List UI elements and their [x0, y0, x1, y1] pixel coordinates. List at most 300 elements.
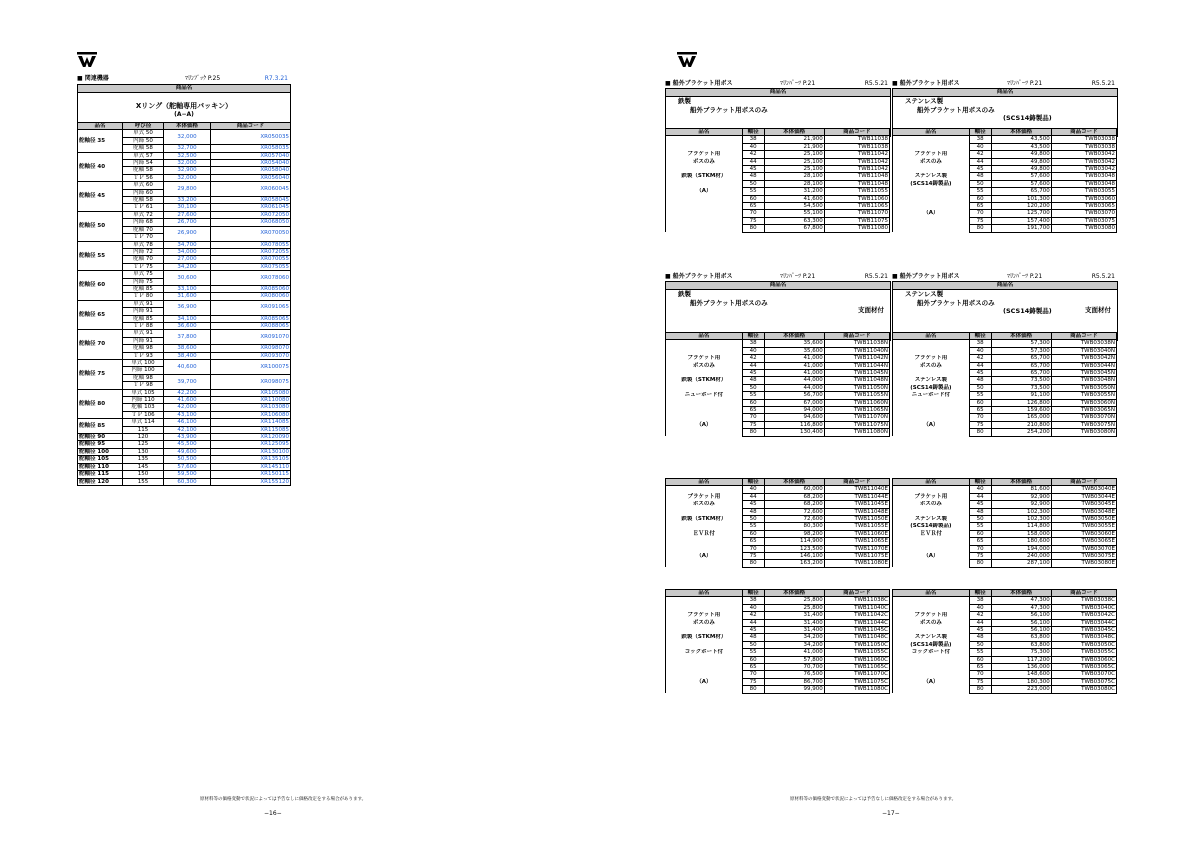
shaft-size: 42	[969, 612, 991, 619]
price-cell: 101,300	[991, 195, 1051, 202]
nominal-size: ＴＰ 70	[123, 234, 164, 241]
product-code-cell: XR078060	[211, 271, 291, 286]
nominal-size: 150	[123, 471, 164, 478]
column-header: 品名	[893, 479, 970, 486]
nominal-size: 舵軸 70	[123, 256, 164, 263]
price-cell: 34,200	[764, 634, 824, 641]
shaft-size: 55	[969, 188, 991, 195]
table-row	[893, 649, 1117, 656]
nominal-size: 145	[123, 463, 164, 470]
shaft-size: 65	[742, 407, 764, 414]
shaft-size: 65	[969, 407, 991, 414]
table-row	[78, 441, 291, 448]
shaft-size: 48	[969, 508, 991, 515]
shaft-diameter-label: 舵軸径 75	[78, 360, 123, 390]
section-title: ■ 船外ブラケット用ボス	[892, 273, 960, 280]
column-header: 本体価格	[991, 333, 1051, 340]
table-row	[78, 448, 291, 455]
price-cell: 30,100	[164, 204, 211, 211]
table-row	[893, 377, 1117, 384]
table-row	[666, 634, 890, 641]
catalog-reference: ﾏﾘﾝﾊﾟｰﾂ P.21	[780, 273, 816, 280]
shaft-size: 38	[969, 597, 991, 604]
price-cell: 43,500	[991, 143, 1051, 150]
price-cell: 91,100	[991, 392, 1051, 399]
nominal-size: 単式 114	[123, 419, 164, 426]
nominal-size: 120	[123, 434, 164, 441]
description-cell	[893, 347, 970, 354]
shaft-size: 40	[742, 347, 764, 354]
table-row	[666, 151, 890, 158]
price-cell: 57,600	[991, 180, 1051, 187]
price-cell: 41,000	[764, 355, 824, 362]
table-row	[893, 560, 1117, 567]
price-cell: 287,100	[991, 560, 1051, 567]
description-cell	[893, 166, 970, 173]
shaft-size: 50	[969, 641, 991, 648]
nominal-size: 舵軸 98	[123, 345, 164, 352]
shaft-diameter-label: 舵軸径 115	[78, 471, 123, 478]
product-code-cell: XR093070	[211, 352, 291, 359]
description-cell	[666, 604, 743, 611]
shaft-size: 38	[742, 136, 764, 143]
price-cell: 40,600	[164, 360, 211, 375]
product-name: Xリング（舵軸専用パッキン）	[135, 102, 233, 110]
price-cell: 38,600	[164, 345, 211, 352]
table-row	[666, 612, 890, 619]
product-code-cell: TWB11075N	[824, 421, 889, 428]
shaft-size: 75	[969, 678, 991, 685]
nominal-size: 舵軸 103	[123, 404, 164, 411]
nominal-size: 舵軸 85	[123, 315, 164, 322]
table-row	[893, 340, 1117, 347]
price-cell: 41,000	[764, 362, 824, 369]
price-table	[892, 478, 1117, 568]
left-price-table	[77, 122, 291, 486]
table-header-row	[893, 333, 1117, 340]
shaft-size: 80	[969, 686, 991, 693]
product-code-cell: TWB11070N	[824, 414, 889, 421]
section-header	[892, 80, 1117, 88]
shaft-size: 80	[742, 429, 764, 436]
shaft-diameter-label: 舵軸径 50	[78, 211, 123, 241]
price-table	[892, 589, 1117, 694]
column-header: 商品コード	[211, 123, 291, 130]
product-code-cell: TWB03070C	[1051, 671, 1116, 678]
price-cell: 49,800	[991, 166, 1051, 173]
shaft-size: 65	[969, 203, 991, 210]
shaft-size: 55	[742, 523, 764, 530]
table-row	[666, 355, 890, 362]
shaft-diameter-label: 舵軸径 85	[78, 419, 123, 434]
description-cell	[666, 347, 743, 354]
product-code-cell: TWB03070E	[1051, 545, 1116, 552]
price-cell: 57,600	[164, 463, 211, 470]
price-cell: 254,200	[991, 429, 1051, 436]
price-cell: 123,500	[764, 545, 824, 552]
table-row	[666, 664, 890, 671]
table-row	[893, 612, 1117, 619]
price-cell: 43,100	[164, 411, 211, 418]
product-code-cell: XR155120	[211, 478, 291, 485]
description-cell	[893, 136, 970, 143]
table-row	[893, 166, 1117, 173]
table-row	[893, 143, 1117, 150]
table-row	[78, 152, 291, 159]
column-header: 本体価格	[991, 590, 1051, 597]
product-code-cell: XR057040	[211, 152, 291, 159]
table-row	[78, 211, 291, 218]
table-row	[666, 678, 890, 685]
table-row	[666, 545, 890, 552]
shaft-diameter-label: 舵軸径 120	[78, 478, 123, 485]
nominal-size: ＴＰ 93	[123, 352, 164, 359]
shaft-size: 65	[742, 203, 764, 210]
column-header: 商品コード	[1051, 333, 1116, 340]
table-row	[893, 362, 1117, 369]
price-cell: 92,900	[991, 501, 1051, 508]
product-code-cell: TWB11038	[824, 143, 889, 150]
shaft-size: 38	[742, 597, 764, 604]
price-cell: 26,700	[164, 219, 211, 226]
product-code-cell: XR098070	[211, 345, 291, 352]
description-cell	[893, 407, 970, 414]
description-cell	[666, 407, 743, 414]
price-cell: 157,400	[991, 217, 1051, 224]
product-code-cell: TWB11048E	[824, 508, 889, 515]
product-name-line: ステンレス製	[905, 97, 944, 105]
description-cell	[893, 225, 970, 232]
table-row	[893, 195, 1117, 202]
description-cell: （A）	[666, 678, 743, 685]
description-cell: ブラケット用	[666, 493, 743, 500]
description-cell	[893, 686, 970, 693]
product-code-cell: TWB11050N	[824, 384, 889, 391]
shaft-size: 55	[742, 649, 764, 656]
nominal-size: 舵軸 70	[123, 226, 164, 233]
shaft-size: 80	[969, 429, 991, 436]
product-code-cell: TWB03050C	[1051, 641, 1116, 648]
nominal-size: 単式 50	[123, 130, 164, 137]
shaft-size: 42	[742, 612, 764, 619]
price-cell: 65,700	[991, 370, 1051, 377]
catalog-reference: ﾏﾘﾝﾊﾟｰﾂ P.21	[780, 80, 816, 87]
nominal-size: ＴＰ 61	[123, 204, 164, 211]
section-title: ■ 船外ブラケット用ボス	[665, 273, 733, 280]
table-row	[893, 686, 1117, 693]
price-cell: 158,000	[991, 530, 1051, 537]
table-row	[893, 516, 1117, 523]
table-row	[893, 421, 1117, 428]
catalog-reference: ﾏﾘﾝﾊﾟｰﾂ P.21	[1007, 273, 1043, 280]
nominal-size: 115	[123, 426, 164, 433]
description-cell: (SCS14鋳製品)	[893, 641, 970, 648]
description-cell: ブラケット用	[893, 151, 970, 158]
product-code-cell: TWB11080E	[824, 560, 889, 567]
description-cell	[893, 664, 970, 671]
shaft-size: 40	[969, 486, 991, 493]
shaft-size: 50	[742, 180, 764, 187]
table-row	[666, 173, 890, 180]
product-code-cell: TWB03055N	[1051, 392, 1116, 399]
price-cell: 49,800	[991, 151, 1051, 158]
description-cell	[666, 429, 743, 436]
product-code-cell: XR058045	[211, 197, 291, 204]
table-row	[666, 597, 890, 604]
price-cell: 28,100	[764, 173, 824, 180]
shaft-size: 55	[969, 649, 991, 656]
table-row	[893, 597, 1117, 604]
product-code-cell: TWB03065E	[1051, 538, 1116, 545]
price-cell: 44,000	[764, 384, 824, 391]
description-cell: ＥＶＲ付	[893, 530, 970, 537]
price-cell: 80,300	[764, 523, 824, 530]
product-code-cell: XR091065	[211, 300, 291, 315]
product-code-cell: TWB11044E	[824, 493, 889, 500]
table-row	[893, 188, 1117, 195]
table-row	[893, 370, 1117, 377]
product-code-cell: TWB03045C	[1051, 627, 1116, 634]
product-code-cell: TWB11065C	[824, 664, 889, 671]
table-row	[666, 166, 890, 173]
product-code-cell: TWB03065N	[1051, 407, 1116, 414]
shaft-size: 50	[742, 516, 764, 523]
product-code-cell: XR058035	[211, 145, 291, 152]
shaft-size: 80	[742, 560, 764, 567]
table-header-row	[666, 129, 890, 136]
column-header: 商品コード	[1051, 590, 1116, 597]
revision-date: R5.5.21	[1091, 273, 1115, 280]
description-cell	[893, 560, 970, 567]
shaft-size: 65	[969, 538, 991, 545]
shaft-size: 55	[969, 392, 991, 399]
table-row	[666, 188, 890, 195]
product-code-cell: TWB11075C	[824, 678, 889, 685]
product-code-cell: TWB11055N	[824, 392, 889, 399]
description-cell	[666, 664, 743, 671]
table-row	[666, 656, 890, 663]
shaft-size: 40	[742, 604, 764, 611]
table-row	[666, 225, 890, 232]
description-cell: ブラケット用	[666, 612, 743, 619]
shaft-size: 60	[742, 656, 764, 663]
price-cell: 32,500	[164, 152, 211, 159]
table-row	[666, 508, 890, 515]
product-code-cell: TWB03044E	[1051, 493, 1116, 500]
product-code-cell: TWB03040N	[1051, 347, 1116, 354]
table-row	[893, 217, 1117, 224]
product-code-cell: TWB03048	[1051, 180, 1116, 187]
description-cell	[666, 508, 743, 515]
table-row	[893, 384, 1117, 391]
description-cell	[893, 656, 970, 663]
description-cell	[893, 195, 970, 202]
price-cell: 36,600	[164, 322, 211, 329]
shaft-size: 55	[969, 523, 991, 530]
price-cell: 33,100	[164, 285, 211, 292]
shaft-size: 48	[742, 634, 764, 641]
table-row	[893, 225, 1117, 232]
description-cell	[893, 203, 970, 210]
description-cell: 鉄製（STKM材）	[666, 173, 743, 180]
shaft-size: 40	[742, 486, 764, 493]
nominal-size: ＴＰ 75	[123, 263, 164, 270]
section-title: ■ 関連機器	[77, 75, 109, 82]
description-cell: ニューボード付	[666, 392, 743, 399]
price-cell: 32,000	[164, 130, 211, 145]
description-cell	[666, 143, 743, 150]
price-cell: 65,700	[991, 362, 1051, 369]
description-cell	[893, 545, 970, 552]
price-cell: 102,300	[991, 508, 1051, 515]
description-cell: ステンレス製	[893, 634, 970, 641]
price-table	[892, 128, 1117, 233]
section-header	[665, 273, 890, 281]
product-code-cell: TWB03044C	[1051, 619, 1116, 626]
description-cell: （A）	[893, 421, 970, 428]
description-cell	[666, 210, 743, 217]
price-cell: 34,100	[164, 315, 211, 322]
price-cell: 99,900	[764, 686, 824, 693]
nominal-size: 舵軸 98	[123, 374, 164, 381]
product-code-cell: TWB03070N	[1051, 414, 1116, 421]
description-cell	[666, 538, 743, 545]
description-cell: ブラケット用	[666, 151, 743, 158]
nominal-size: 単式 91	[123, 330, 164, 337]
product-code-cell: TWB11038N	[824, 340, 889, 347]
product-code-cell: TWB03048E	[1051, 508, 1116, 515]
description-cell: ボスのみ	[666, 619, 743, 626]
price-cell: 31,400	[764, 612, 824, 619]
price-cell: 60,000	[764, 486, 824, 493]
product-code-cell: TWB11065N	[824, 407, 889, 414]
shaft-size: 75	[969, 217, 991, 224]
product-code-cell: TWB11042N	[824, 355, 889, 362]
shaft-size: 42	[742, 151, 764, 158]
description-cell: 鉄製（STKM材）	[666, 516, 743, 523]
product-code-cell: TWB03075N	[1051, 421, 1116, 428]
column-header: 本体価格	[991, 479, 1051, 486]
nominal-size: 内締 60	[123, 189, 164, 196]
product-code-cell: TWB11045N	[824, 370, 889, 377]
shaft-diameter-label: 舵軸径 110	[78, 463, 123, 470]
product-code-cell: TWB03060	[1051, 195, 1116, 202]
product-code-cell: TWB03060N	[1051, 399, 1116, 406]
revision-date: R7.3.21	[264, 75, 288, 82]
table-row	[893, 414, 1117, 421]
price-cell: 35,600	[764, 340, 824, 347]
product-code-cell: TWB03042N	[1051, 355, 1116, 362]
table-row	[893, 545, 1117, 552]
table-row	[78, 389, 291, 396]
description-cell	[893, 340, 970, 347]
price-cell: 43,900	[164, 434, 211, 441]
table-row	[666, 414, 890, 421]
product-code-cell: XR080060	[211, 293, 291, 300]
description-cell: ステンレス製	[893, 516, 970, 523]
price-cell: 98,200	[764, 530, 824, 537]
shaft-size: 45	[742, 166, 764, 173]
product-code-cell: TWB11038C	[824, 597, 889, 604]
price-cell: 73,500	[991, 384, 1051, 391]
table-row	[78, 300, 291, 307]
price-table	[665, 589, 890, 694]
table-row	[78, 130, 291, 137]
table-row	[893, 538, 1117, 545]
table-row	[666, 649, 890, 656]
product-code-cell: TWB03080C	[1051, 686, 1116, 693]
description-cell	[666, 686, 743, 693]
nominal-size: ＴＰ 106	[123, 411, 164, 418]
table-row	[893, 355, 1117, 362]
table-row	[666, 136, 890, 143]
price-cell: 46,100	[164, 419, 211, 426]
shaft-diameter-label: 舵軸径 80	[78, 389, 123, 419]
shaft-size: 80	[742, 686, 764, 693]
product-code-cell: TWB11042	[824, 151, 889, 158]
price-cell: 21,900	[764, 136, 824, 143]
product-code-cell: TWB03042	[1051, 158, 1116, 165]
shaft-size: 38	[969, 136, 991, 143]
shaft-diameter-label: 舵軸径 105	[78, 456, 123, 463]
price-cell: 94,600	[764, 414, 824, 421]
product-code-cell: TWB11060N	[824, 399, 889, 406]
table-row	[893, 210, 1117, 217]
description-cell: ブラケット用	[893, 493, 970, 500]
table-row	[893, 158, 1117, 165]
product-code-cell: TWB11040N	[824, 347, 889, 354]
price-cell: 92,900	[991, 493, 1051, 500]
product-code-cell: XR085065	[211, 315, 291, 322]
description-cell: （A）	[666, 188, 743, 195]
price-cell: 180,300	[991, 678, 1051, 685]
product-code-cell: XR115085	[211, 426, 291, 433]
price-cell: 240,000	[991, 553, 1051, 560]
price-table	[665, 478, 890, 568]
price-cell: 148,600	[991, 671, 1051, 678]
table-row	[666, 671, 890, 678]
table-row	[78, 182, 291, 189]
price-cell: 41,000	[764, 370, 824, 377]
table-row	[666, 641, 890, 648]
product-code-cell: TWB11048C	[824, 634, 889, 641]
nominal-size: 単式 60	[123, 182, 164, 189]
table-row	[893, 619, 1117, 626]
table-row	[666, 619, 890, 626]
price-cell: 67,800	[764, 225, 824, 232]
shaft-size: 75	[742, 553, 764, 560]
description-cell	[893, 538, 970, 545]
table-row	[893, 501, 1117, 508]
price-cell: 31,400	[764, 627, 824, 634]
shaft-size: 65	[969, 664, 991, 671]
shaft-size: 45	[742, 627, 764, 634]
shaft-size: 45	[969, 627, 991, 634]
product-code-cell: XR098075	[211, 374, 291, 389]
description-cell	[666, 641, 743, 648]
description-cell	[666, 217, 743, 224]
description-cell: (SCS14鋳製品)	[893, 180, 970, 187]
table-row	[78, 463, 291, 470]
shaft-size: 40	[969, 143, 991, 150]
shaft-size: 80	[969, 560, 991, 567]
table-header-row	[893, 590, 1117, 597]
product-label: 商品名	[893, 282, 1117, 290]
nominal-size: 舵軸 85	[123, 285, 164, 292]
product-code-cell: TWB11070	[824, 210, 889, 217]
description-cell	[666, 180, 743, 187]
price-cell: 57,600	[991, 173, 1051, 180]
